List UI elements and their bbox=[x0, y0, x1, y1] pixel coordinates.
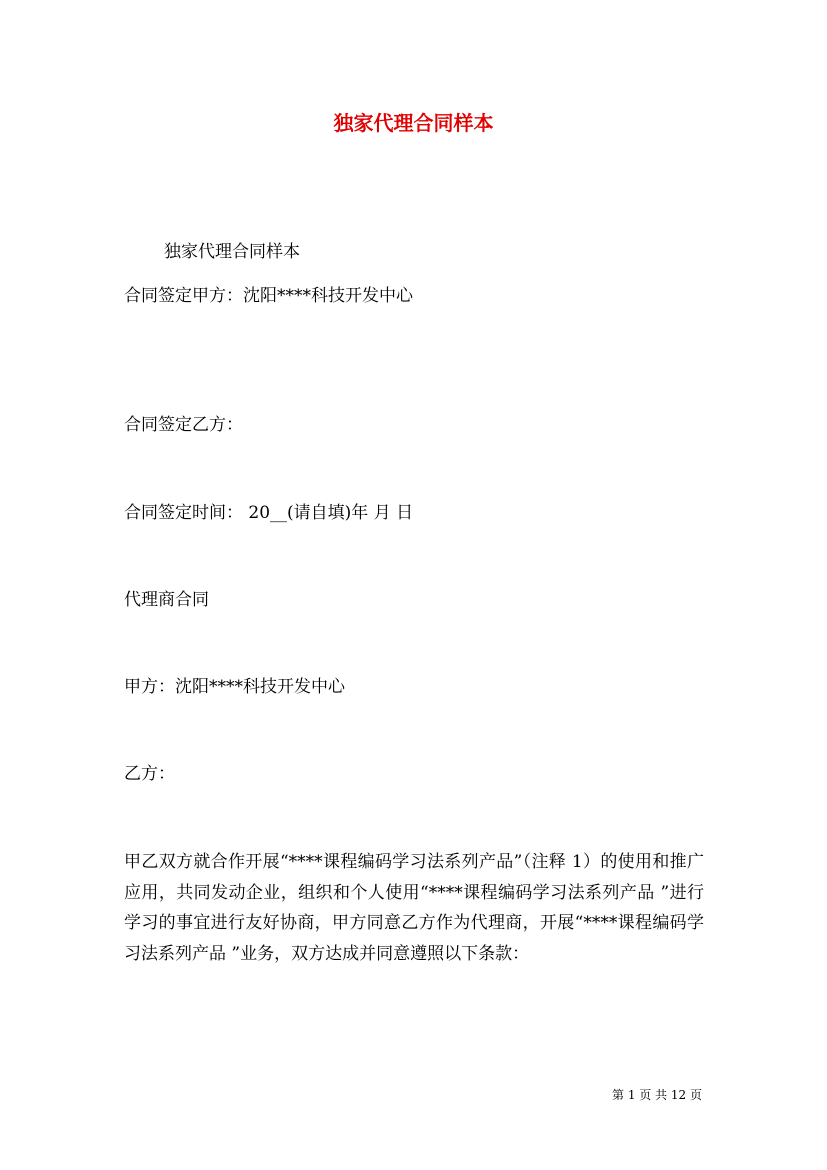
party-b-line: 乙方： bbox=[124, 764, 175, 784]
party-b-signing-line: 合同签定乙方： bbox=[124, 415, 243, 435]
signing-time-line: 合同签定时间： 20__(请自填)年 月 日 bbox=[124, 503, 414, 523]
document-subtitle: 独家代理合同样本 bbox=[164, 242, 300, 262]
party-a-signing-line: 合同签定甲方：沈阳****科技开发中心 bbox=[124, 286, 413, 306]
body-paragraph: 甲乙双方就合作开展“****课程编码学习法系列产品”（注释 1）的使用和推广应用，共同发动企业，组织和个人使用“****课程编码学习法系列产品 ”进行学习的事宜进行友好协商，甲方同意乙方作为代理商，开展“****课程编码学习法系列产品 ”业务，双方达成并同意遵照以下条款： bbox=[124, 852, 704, 964]
page-title: 独家代理合同样本 bbox=[333, 111, 494, 135]
page-number-footer: 第 1 页 共 12 页 bbox=[612, 1088, 702, 1102]
party-a-line: 甲方：沈阳****科技开发中心 bbox=[124, 677, 345, 697]
contract-heading: 代理商合同 bbox=[124, 590, 209, 610]
